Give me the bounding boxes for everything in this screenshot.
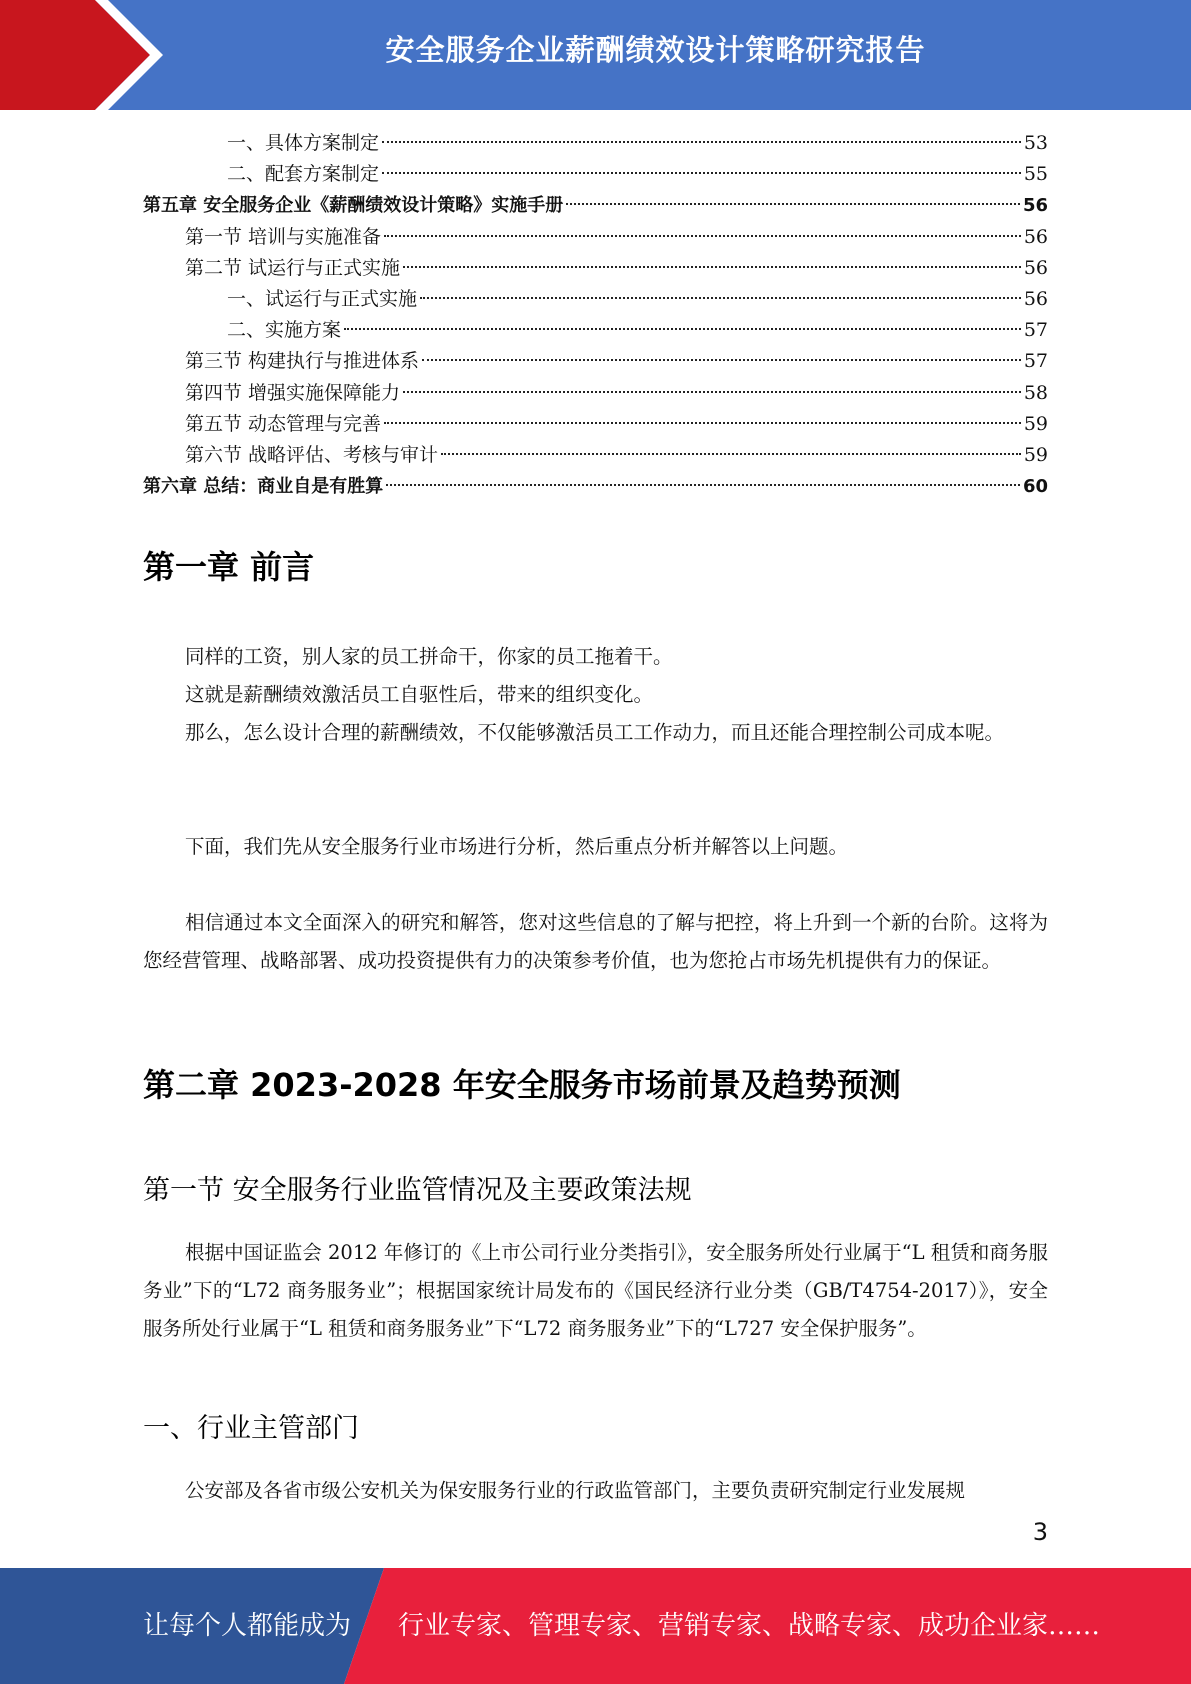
report-title: 安全服务企业薪酬绩效设计策略研究报告	[385, 33, 926, 67]
table-of-contents	[143, 128, 1048, 502]
toc-entry-page: 56	[1023, 225, 1048, 248]
toc-entry[interactable]	[143, 471, 1048, 502]
paragraph: 相信通过本文全面深入的研究和解答，您对这些信息的了解与把控，将上升到一个新的台阶。这将为您经营管理、战略部署、成功投资提供有力的决策参考价值，也为您抢占市场先机提供有力的保证。	[143, 911, 1048, 972]
toc-entry[interactable]	[143, 284, 1048, 315]
toc-entry[interactable]	[143, 190, 1048, 221]
toc-entry[interactable]	[143, 315, 1048, 346]
toc-dot-leader	[403, 391, 1021, 393]
toc-dot-leader	[382, 141, 1021, 143]
toc-entry-page: 59	[1023, 412, 1048, 435]
chapter-2-heading: 第二章 2023-2028 年安全服务市场前景及趋势预测	[143, 1066, 901, 1104]
toc-entry-title: 二、实施方案	[227, 319, 342, 342]
toc-dot-leader	[384, 422, 1021, 424]
toc-dot-leader	[382, 172, 1021, 174]
toc-dot-leader	[441, 453, 1021, 455]
toc-entry-title: 第六节 战略评估、考核与审计	[185, 443, 439, 466]
toc-entry-title: 第一节 培训与实施准备	[185, 225, 382, 248]
page-header	[0, 0, 1191, 110]
paragraph: 同样的工资，别人家的员工拼命干，你家的员工拖着干。	[185, 645, 673, 668]
toc-entry-title: 第三节 构建执行与推进体系	[185, 350, 420, 373]
toc-dot-leader	[420, 297, 1021, 299]
toc-entry-title: 第五章 安全服务企业《薪酬绩效设计策略》实施手册	[143, 195, 564, 217]
toc-entry-page: 56	[1023, 256, 1048, 279]
toc-dot-leader	[384, 235, 1021, 237]
paragraph: 下面，我们先从安全服务行业市场进行分析，然后重点分析并解答以上问题。	[185, 835, 849, 858]
toc-entry-title: 二、配套方案制定	[227, 163, 380, 186]
subsection-heading: 一、行业主管部门	[143, 1413, 359, 1444]
footer-slogan-left: 让每个人都能成为	[143, 1611, 352, 1641]
toc-entry-title: 第六章 总结：商业自是有胜算	[143, 476, 384, 498]
page-number: 3	[1032, 1518, 1048, 1546]
toc-entry-title: 第二节 试运行与正式实施	[185, 256, 401, 279]
toc-dot-leader	[403, 266, 1021, 268]
toc-entry[interactable]	[143, 378, 1048, 409]
toc-entry-page: 56	[1022, 195, 1048, 217]
toc-entry-page: 55	[1023, 163, 1048, 186]
section-1-heading: 第一节 安全服务行业监管情况及主要政策法规	[143, 1175, 692, 1206]
toc-entry[interactable]	[143, 346, 1048, 377]
toc-entry[interactable]	[143, 159, 1048, 190]
toc-entry-title: 第五节 动态管理与完善	[185, 412, 382, 435]
toc-entry-page: 59	[1023, 443, 1048, 466]
toc-entry-title: 一、具体方案制定	[227, 132, 380, 154]
paragraph: 这就是薪酬绩效激活员工自驱性后，带来的组织变化。	[185, 683, 654, 706]
paragraph: 根据中国证监会 2012 年修订的《上市公司行业分类指引》，安全服务所处行业属于“L 租赁和商务服务业”下的“L72 商务服务业”；根据国家统计局发布的《国民经济行业分类（GB/T4754-2017）》，安全服务所处行业属于“L 租赁和商务服务业”下“L72 商务服务业”下的“L727 安全保护服务”。	[143, 1241, 1048, 1340]
page-footer	[0, 1568, 1191, 1684]
toc-entry[interactable]	[143, 253, 1048, 284]
footer-slogan-right: 行业专家、管理专家、营销专家、战略专家、成功企业家……	[398, 1611, 1101, 1641]
toc-entry-page: 57	[1023, 319, 1048, 342]
toc-entry-title: 第四节 增强实施保障能力	[185, 381, 401, 404]
toc-dot-leader	[422, 359, 1021, 361]
chapter-1-heading: 第一章 前言	[143, 548, 315, 586]
toc-dot-leader	[566, 203, 1020, 205]
toc-entry-page: 60	[1022, 476, 1048, 498]
toc-dot-leader	[386, 484, 1020, 486]
toc-entry[interactable]	[143, 128, 1048, 159]
toc-entry[interactable]	[143, 440, 1048, 471]
toc-entry-title: 一、试运行与正式实施	[227, 287, 418, 310]
toc-entry-page: 56	[1023, 287, 1048, 310]
toc-dot-leader	[344, 328, 1021, 330]
toc-entry-page: 53	[1023, 132, 1048, 154]
toc-entry[interactable]	[143, 222, 1048, 253]
toc-entry[interactable]	[143, 409, 1048, 440]
toc-entry-page: 58	[1023, 381, 1048, 404]
paragraph: 公安部及各省市级公安机关为保安服务行业的行政监管部门，主要负责研究制定行业发展规	[185, 1479, 966, 1502]
paragraph: 那么，怎么设计合理的薪酬绩效，不仅能够激活员工工作动力，而且还能合理控制公司成本呢。	[185, 721, 1005, 744]
toc-entry-page: 57	[1023, 350, 1048, 373]
